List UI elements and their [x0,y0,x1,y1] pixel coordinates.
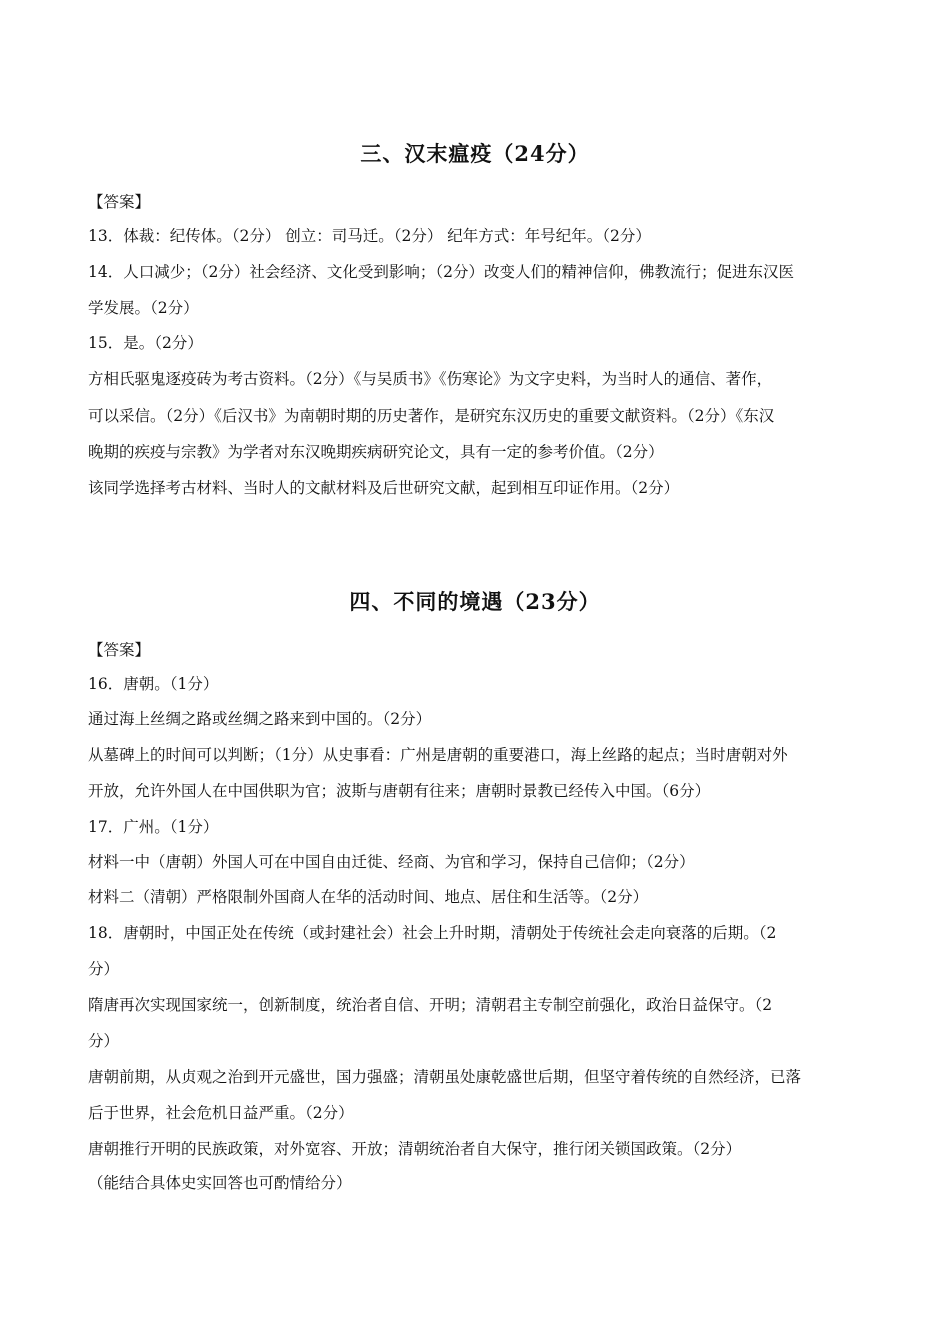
answer-line: 唐朝推行开明的民族政策，对外宽容、开放；清朝统治者自大保守，推行闭关锁国政策。（2分） [88,1140,742,1158]
answer-line: 17．广州。（1分） [88,818,219,836]
answer-line: 13．体裁：纪传体。（2分） 创立：司马迁。（2分） 纪年方式：年号纪年。（2分） [88,227,651,245]
answer-line: 学发展。（2分） [88,299,199,317]
answer-line: 可以采信。（2分）《后汉书》为南朝时期的历史著作，是研究东汉历史的重要文献资料。（2分）《东汉 [88,407,775,425]
answer-line: 从墓碑上的时间可以判断；（1分）从史事看：广州是唐朝的重要港口，海上丝路的起点；当时唐朝对外 [88,746,788,764]
section-4-title: 四、不同的境遇（23分） [349,589,601,614]
answer-line: 18．唐朝时，中国正处在传统（或封建社会）社会上升时期，清朝处于传统社会走向衰落的后期。（2 [88,924,777,942]
answer-line: 唐朝前期，从贞观之治到开元盛世，国力强盛；清朝虽处康乾盛世后期，但坚守着传统的自然经济，已落 [88,1068,802,1086]
answer-line: 材料二（清朝）严格限制外国商人在华的活动时间、地点、居住和生活等。（2分） [88,888,649,906]
answer-line: 开放，允许外国人在中国供职为官；波斯与唐朝有往来；唐朝时景教已经传入中国。（6分） [88,782,711,800]
section-3-title: 三、汉末瘟疫（24分） [360,141,590,166]
answer-line: 通过海上丝绸之路或丝绸之路来到中国的。（2分） [88,710,432,728]
answer-line: 晚期的疾疫与宗教》为学者对东汉晚期疾病研究论文，具有一定的参考价值。（2分） [88,443,664,461]
answer-line: （能结合具体史实回答也可酌情给分） [88,1174,352,1192]
answer-line: 方相氏驱鬼逐疫砖为考古资料。（2分）《与吴质书》《伤寒论》为文字史料，为当时人的通信、著作， [88,370,773,388]
answer-line: 14．人口减少；（2分）社会经济、文化受到影响；（2分）改变人们的精神信仰，佛教流行；促进东汉医 [88,263,794,281]
answer-line: 分） [88,960,120,978]
answer-line: 材料一中（唐朝）外国人可在中国自由迁徙、经商、为官和学习，保持自己信仰；（2分） [88,853,695,871]
answer-line: 后于世界，社会危机日益严重。（2分） [88,1104,354,1122]
answer-line: 隋唐再次实现国家统一，创新制度，统治者自信、开明；清朝君主专制空前强化，政治日益保守。（2 [88,996,773,1014]
section-3-answer-tag: 【答案】 [88,193,151,211]
answer-line: 16．唐朝。（1分） [88,675,219,693]
answer-line: 分） [88,1032,120,1050]
answer-line: 15．是。（2分） [88,334,203,352]
section-4-answer-tag: 【答案】 [88,641,151,659]
answer-line: 该同学选择考古材料、当时人的文献材料及后世研究文献，起到相互印证作用。（2分） [88,479,680,497]
